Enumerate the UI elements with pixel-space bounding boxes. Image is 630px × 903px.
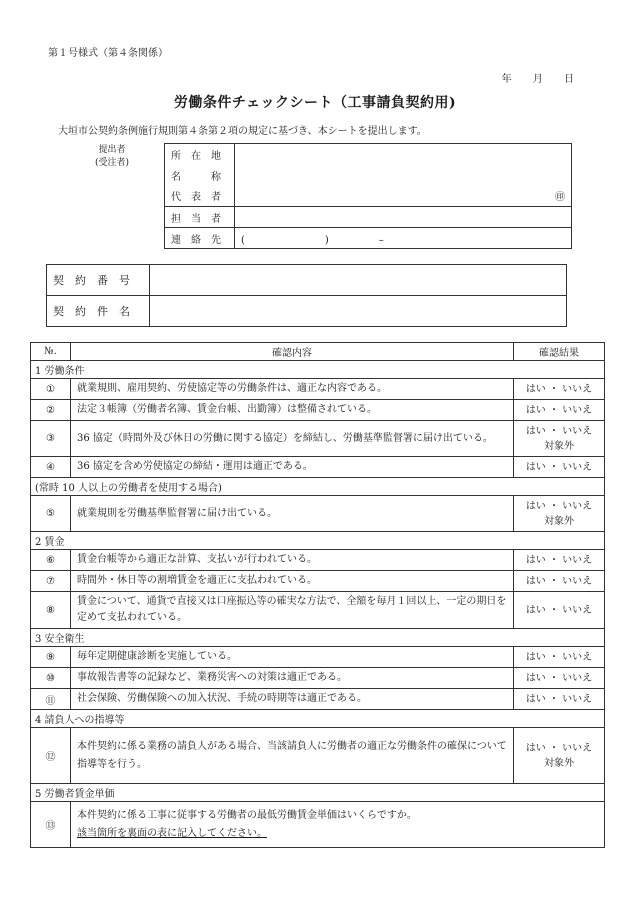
item-number: ⑥ <box>31 550 71 571</box>
yes-no-choice[interactable]: はい ・ いいえ <box>525 742 593 754</box>
item-number: ⑪ <box>31 689 71 710</box>
item-text: 事故報告書等の記録など、業務災害への対策は適正である。 <box>71 668 514 689</box>
intro-text: 大垣市公契約条例施行規則第４条第２項の規定に基づき、本シートを提出します。 <box>58 126 427 137</box>
item-number: ⑧ <box>31 592 71 629</box>
header-no: №. <box>31 343 71 361</box>
contract-number-field[interactable] <box>150 265 567 296</box>
person-in-charge-field[interactable] <box>235 207 572 228</box>
yes-no-choice[interactable]: はい ・ いいえ <box>514 457 605 478</box>
item-text: 毎年定期健康診断を実施している。 <box>71 647 514 668</box>
submitter-line2: (受注者) <box>94 158 130 168</box>
item-number: ④ <box>31 457 71 478</box>
yes-no-choice[interactable]: はい ・ いいえ <box>514 400 605 421</box>
table-row <box>31 550 605 571</box>
table-row <box>31 647 605 668</box>
representative-label: 代 表 者 <box>165 186 235 207</box>
item-text: 就業規則を労働基準監督署に届け出ている。 <box>71 496 514 532</box>
result-cell <box>514 421 605 457</box>
yes-no-choice[interactable]: はい ・ いいえ <box>514 379 605 400</box>
not-applicable-choice[interactable]: 対象外 <box>544 757 574 769</box>
item-text: 賃金について、通貨で直接又は口座振込等の確実な方法で、全額を毎月１回以上、一定の期日を定めて支払われている。 <box>71 592 514 629</box>
item-text-block <box>71 802 605 848</box>
contract-name-label: 契 約 件 名 <box>47 296 150 327</box>
contact-phone-field[interactable]: ( ) – <box>235 228 572 249</box>
table-row <box>31 728 605 784</box>
item-text: 36 協定を含め労使協定の締結・運用は適正である。 <box>71 457 514 478</box>
person-in-charge-label: 担 当 者 <box>165 207 235 228</box>
table-row <box>31 379 605 400</box>
contract-name-field[interactable] <box>150 296 567 327</box>
item-number: ⑦ <box>31 571 71 592</box>
contract-table <box>46 264 567 327</box>
item-number: ⑩ <box>31 668 71 689</box>
header-content: 確認内容 <box>71 343 514 361</box>
page-title: 労働条件チェックシート（工事請負契約用) <box>173 95 457 111</box>
applicant-table <box>164 143 572 249</box>
seal-mark: ㊞ <box>555 192 565 204</box>
date-line: 年 月 日 <box>501 74 574 85</box>
table-row <box>31 400 605 421</box>
company-name-field[interactable] <box>235 165 572 186</box>
yes-no-choice[interactable]: はい ・ いいえ <box>525 500 593 512</box>
yes-no-choice[interactable]: はい ・ いいえ <box>514 668 605 689</box>
section-note-10-workers: (常時 10 人以上の労働者を使用する場合) <box>31 478 605 496</box>
section-labor-conditions: 1 労働条件 <box>31 361 605 379</box>
yes-no-choice[interactable]: はい ・ いいえ <box>514 689 605 710</box>
contact-label: 連 絡 先 <box>165 228 235 249</box>
item-text: 36 協定（時間外及び休日の労働に関する協定）を締結し、労働基準監督署に届け出ている。 <box>71 421 514 457</box>
not-applicable-choice[interactable]: 対象外 <box>544 440 574 452</box>
item-text: 法定３帳簿（労働者名簿、賃金台帳、出勤簿）は整備されている。 <box>71 400 514 421</box>
item-text: 本件契約に係る工事に従事する労働者の最低労働賃金単価はいくらですか。 <box>77 809 417 821</box>
representative-field[interactable] <box>235 186 572 207</box>
form-number: 第１号様式（第４条関係） <box>48 48 168 59</box>
item-number: ⑨ <box>31 647 71 668</box>
header-result: 確認結果 <box>514 343 605 361</box>
item-text: 時間外・休日等の割増賃金を適正に支払われている。 <box>71 571 514 592</box>
result-cell <box>514 496 605 532</box>
item-number: ⑫ <box>31 728 71 784</box>
table-row <box>31 802 605 848</box>
submitter-line1: 提出者 <box>98 145 126 155</box>
item-text: 社会保険、労働保険への加入状況、手続の時期等は適正である。 <box>71 689 514 710</box>
section-safety-health: 3 安全衛生 <box>31 629 605 647</box>
table-row <box>31 689 605 710</box>
table-row <box>31 496 605 532</box>
item-text: 本件契約に係る業務の請負人がある場合、当該請負人に労働者の適正な労働条件の確保について指導等を行う。 <box>71 728 514 784</box>
table-row <box>31 668 605 689</box>
section-worker-wage-rate: 5 労働者賃金単価 <box>31 784 605 802</box>
table-row <box>31 457 605 478</box>
table-row <box>31 571 605 592</box>
item-instruction: 該当箇所を裏面の表に記入してください。 <box>77 827 267 839</box>
contract-number-label: 契 約 番 号 <box>47 265 150 296</box>
yes-no-choice[interactable]: はい ・ いいえ <box>514 592 605 629</box>
table-row <box>31 592 605 629</box>
item-text: 賃金台帳等から適正な計算、支払いが行われている。 <box>71 550 514 571</box>
checklist-table <box>30 342 605 848</box>
item-number: ② <box>31 400 71 421</box>
submitter-label <box>86 144 138 170</box>
address-field[interactable] <box>235 144 572 165</box>
item-number: ① <box>31 379 71 400</box>
company-name-label: 名 称 <box>165 165 235 186</box>
item-text: 就業規則、雇用契約、労使協定等の労働条件は、適正な内容である。 <box>71 379 514 400</box>
item-number: ⑤ <box>31 496 71 532</box>
table-row <box>31 421 605 457</box>
item-number: ③ <box>31 421 71 457</box>
result-cell <box>514 728 605 784</box>
section-subcontractor-guidance: 4 請負人への指導等 <box>31 710 605 728</box>
address-label: 所 在 地 <box>165 144 235 165</box>
yes-no-choice[interactable]: はい ・ いいえ <box>514 571 605 592</box>
item-number: ⑬ <box>31 802 71 848</box>
yes-no-choice[interactable]: はい ・ いいえ <box>525 425 593 437</box>
yes-no-choice[interactable]: はい ・ いいえ <box>514 647 605 668</box>
yes-no-choice[interactable]: はい ・ いいえ <box>514 550 605 571</box>
section-wages: 2 賃金 <box>31 532 605 550</box>
not-applicable-choice[interactable]: 対象外 <box>544 515 574 527</box>
